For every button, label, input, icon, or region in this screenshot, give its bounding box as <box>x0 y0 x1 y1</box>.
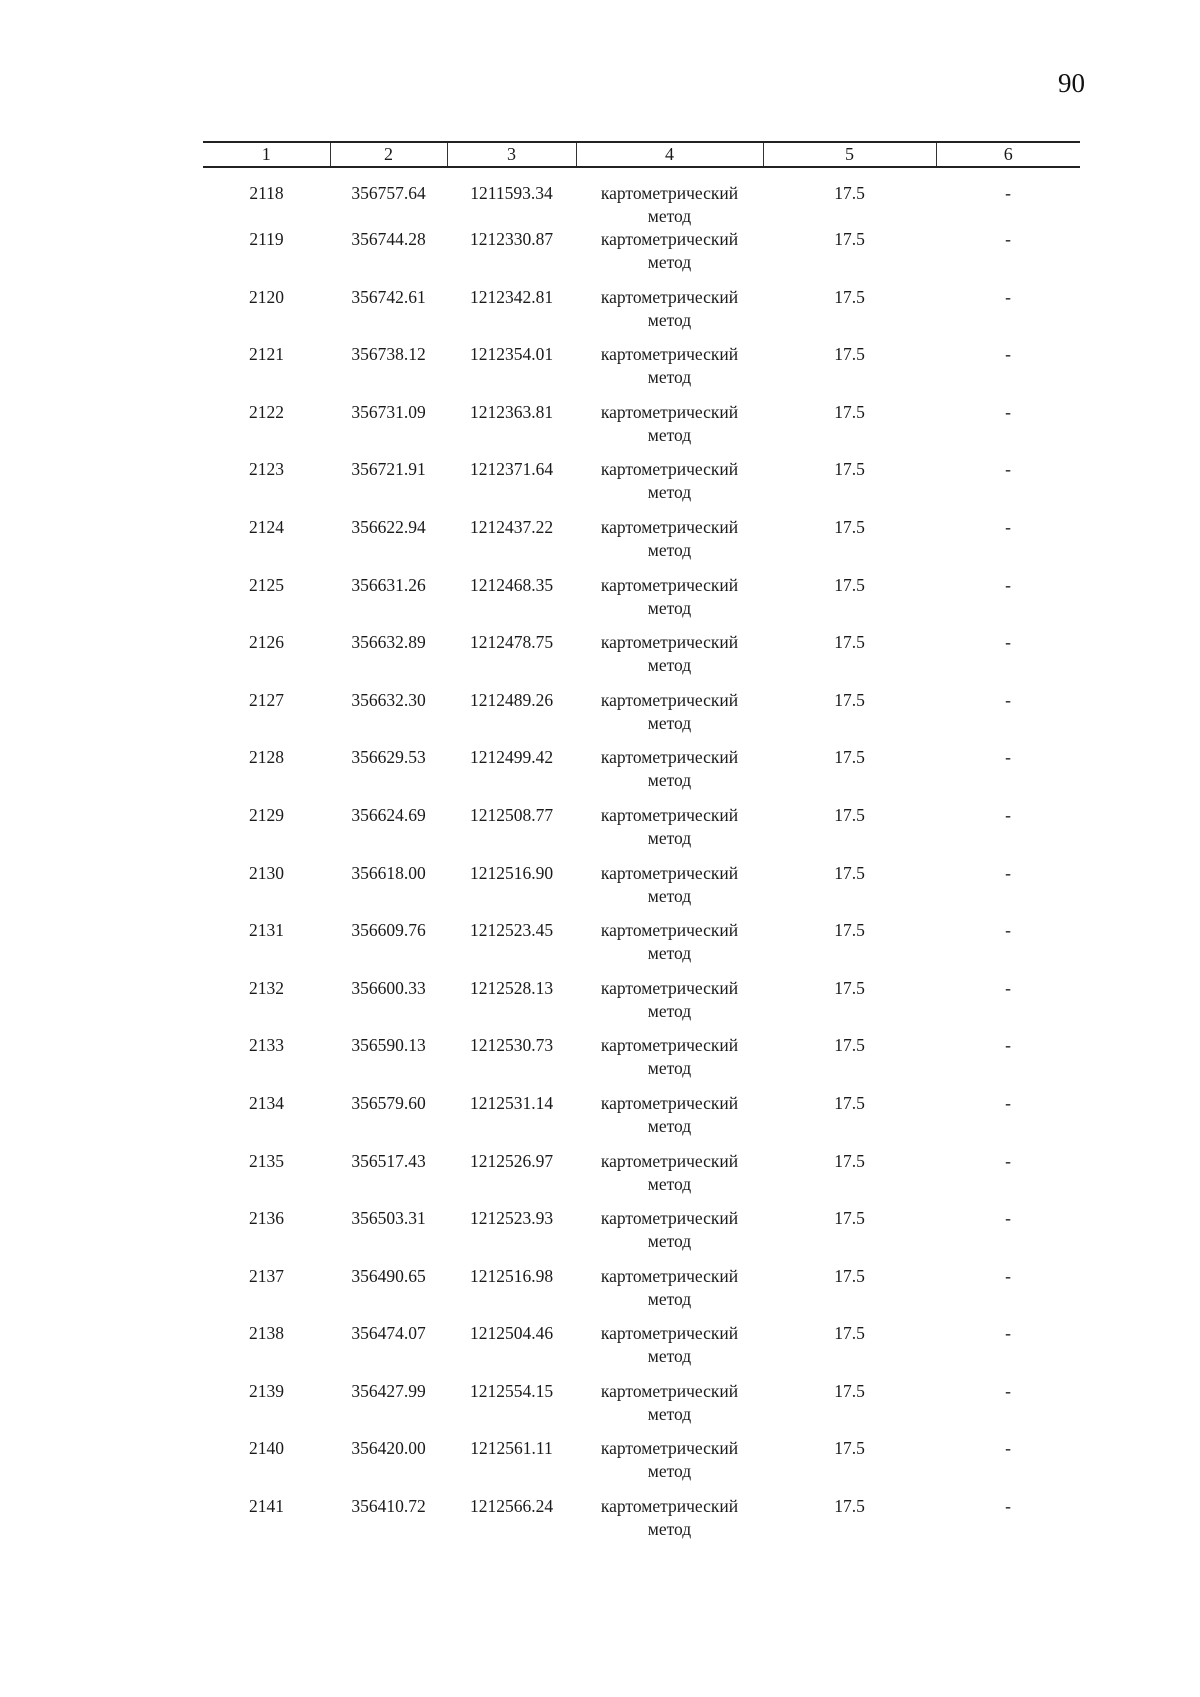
point-number-cell: 2132 <box>249 977 284 998</box>
point-number-cell: 2137 <box>249 1265 284 1286</box>
method-line-2: метод <box>647 482 692 503</box>
table-row <box>203 516 1080 574</box>
point-number-cell: 2130 <box>249 862 284 883</box>
point-number-cell: 2120 <box>249 286 284 307</box>
y-coordinate-cell: 1212508.77 <box>469 804 554 825</box>
method-cell <box>576 1265 763 1323</box>
method-cell <box>576 1207 763 1265</box>
note-cell: - <box>1005 747 1011 768</box>
coordinates-table-container <box>203 141 1080 1553</box>
point-number-cell: 2138 <box>249 1323 284 1344</box>
table-row <box>203 1322 1080 1380</box>
method-line-1: картометрический <box>600 1438 739 1459</box>
point-number-cell: 2126 <box>249 632 284 653</box>
note-cell: - <box>1005 1438 1011 1459</box>
table-row <box>203 1495 1080 1553</box>
method-line-1: картометрический <box>600 1380 739 1401</box>
method-cell <box>576 401 763 459</box>
point-number-cell: 2136 <box>249 1208 284 1229</box>
method-cell <box>576 689 763 747</box>
method-line-2: метод <box>647 309 692 330</box>
x-coordinate-cell: 356503.31 <box>351 1208 426 1229</box>
method-line-2: метод <box>647 655 692 676</box>
table-row <box>203 804 1080 862</box>
y-coordinate-cell: 1212468.35 <box>469 574 554 595</box>
x-coordinate-cell: 356490.65 <box>351 1265 426 1286</box>
x-coordinate-cell: 356738.12 <box>351 344 426 365</box>
accuracy-cell: 17.5 <box>834 229 865 249</box>
note-cell: - <box>1005 516 1011 537</box>
accuracy-cell: 17.5 <box>834 459 865 480</box>
method-line-2: метод <box>647 827 692 848</box>
x-coordinate-cell: 356410.72 <box>351 1496 426 1517</box>
note-cell: - <box>1005 1496 1011 1517</box>
x-coordinate-cell: 356517.43 <box>351 1150 426 1171</box>
method-line-1: картометрический <box>600 977 739 998</box>
y-coordinate-cell: 1212437.22 <box>469 516 554 537</box>
header-col-6: 6 <box>936 142 1080 167</box>
method-line-2: метод <box>647 1288 692 1309</box>
accuracy-cell: 17.5 <box>834 286 865 307</box>
point-number-cell: 2125 <box>249 574 284 595</box>
x-coordinate-cell: 356757.64 <box>351 183 426 203</box>
x-coordinate-cell: 356427.99 <box>351 1380 426 1401</box>
method-line-1: картометрический <box>600 1150 739 1171</box>
note-cell: - <box>1005 977 1011 998</box>
method-cell <box>576 919 763 977</box>
header-col-4: 4 <box>576 142 763 167</box>
method-line-1: картометрический <box>600 804 739 825</box>
table-row <box>203 862 1080 920</box>
method-line-1: картометрический <box>600 574 739 595</box>
point-number-cell: 2127 <box>249 689 284 710</box>
page-number: 90 <box>1058 68 1085 98</box>
method-line-1: картометрический <box>600 920 739 941</box>
point-number-cell: 2134 <box>249 1092 284 1113</box>
method-line-2: метод <box>647 206 692 226</box>
y-coordinate-cell: 1212554.15 <box>469 1380 554 1401</box>
method-line-1: картометрический <box>600 689 739 710</box>
method-line-1: картометрический <box>600 632 739 653</box>
table-row <box>203 286 1080 344</box>
method-line-1: картометрический <box>600 1496 739 1517</box>
y-coordinate-cell: 1212330.87 <box>469 229 554 249</box>
point-number-cell: 2135 <box>249 1150 284 1171</box>
table-row <box>203 1207 1080 1265</box>
point-number-cell: 2131 <box>249 920 284 941</box>
point-number-cell: 2121 <box>249 344 284 365</box>
note-cell: - <box>1005 344 1011 365</box>
y-coordinate-cell: 1212342.81 <box>469 286 554 307</box>
method-line-2: метод <box>647 1000 692 1021</box>
coordinates-table <box>203 141 1080 1553</box>
note-cell: - <box>1005 1208 1011 1229</box>
accuracy-cell: 17.5 <box>834 344 865 365</box>
method-line-1: картометрический <box>600 344 739 365</box>
table-body <box>203 167 1080 1553</box>
note-cell: - <box>1005 632 1011 653</box>
y-coordinate-cell: 1212530.73 <box>469 1035 554 1056</box>
method-cell <box>576 228 763 286</box>
method-cell <box>576 1150 763 1208</box>
method-line-2: метод <box>647 712 692 733</box>
table-row <box>203 689 1080 747</box>
accuracy-cell: 17.5 <box>834 804 865 825</box>
method-line-2: метод <box>647 539 692 560</box>
accuracy-cell: 17.5 <box>834 1208 865 1229</box>
method-line-2: метод <box>647 1231 692 1252</box>
x-coordinate-cell: 356609.76 <box>351 920 426 941</box>
note-cell: - <box>1005 1092 1011 1113</box>
method-line-2: метод <box>647 1173 692 1194</box>
x-coordinate-cell: 356420.00 <box>351 1438 426 1459</box>
x-coordinate-cell: 356721.91 <box>351 459 426 480</box>
accuracy-cell: 17.5 <box>834 632 865 653</box>
x-coordinate-cell: 356742.61 <box>351 286 426 307</box>
table-row <box>203 1150 1080 1208</box>
note-cell: - <box>1005 1323 1011 1344</box>
accuracy-cell: 17.5 <box>834 689 865 710</box>
header-col-2: 2 <box>330 142 447 167</box>
point-number-cell: 2118 <box>249 183 284 203</box>
x-coordinate-cell: 356622.94 <box>351 516 426 537</box>
y-coordinate-cell: 1212523.45 <box>469 920 554 941</box>
method-line-2: метод <box>647 367 692 388</box>
table-row <box>203 1437 1080 1495</box>
x-coordinate-cell: 356618.00 <box>351 862 426 883</box>
x-coordinate-cell: 356744.28 <box>351 229 426 249</box>
method-line-2: метод <box>647 1403 692 1424</box>
method-line-2: метод <box>647 1461 692 1482</box>
method-line-1: картометрический <box>600 747 739 768</box>
y-coordinate-cell: 1212516.98 <box>469 1265 554 1286</box>
note-cell: - <box>1005 574 1011 595</box>
accuracy-cell: 17.5 <box>834 1380 865 1401</box>
y-coordinate-cell: 1212526.97 <box>469 1150 554 1171</box>
method-line-1: картометрический <box>600 1265 739 1286</box>
note-cell: - <box>1005 920 1011 941</box>
method-cell <box>576 1322 763 1380</box>
note-cell: - <box>1005 862 1011 883</box>
note-cell: - <box>1005 229 1011 249</box>
x-coordinate-cell: 356600.33 <box>351 977 426 998</box>
accuracy-cell: 17.5 <box>834 574 865 595</box>
point-number-cell: 2119 <box>249 229 284 249</box>
x-coordinate-cell: 356631.26 <box>351 574 426 595</box>
note-cell: - <box>1005 1380 1011 1401</box>
accuracy-cell: 17.5 <box>834 920 865 941</box>
method-line-1: картометрический <box>600 1208 739 1229</box>
table-header <box>203 142 1080 167</box>
note-cell: - <box>1005 183 1011 203</box>
method-cell <box>576 862 763 920</box>
method-line-1: картометрический <box>600 862 739 883</box>
method-line-2: метод <box>647 1519 692 1540</box>
y-coordinate-cell: 1212478.75 <box>469 632 554 653</box>
accuracy-cell: 17.5 <box>834 1438 865 1459</box>
y-coordinate-cell: 1212523.93 <box>469 1208 554 1229</box>
note-cell: - <box>1005 459 1011 480</box>
note-cell: - <box>1005 1035 1011 1056</box>
point-number-cell: 2129 <box>249 804 284 825</box>
y-coordinate-cell: 1211593.34 <box>470 183 553 203</box>
accuracy-cell: 17.5 <box>834 516 865 537</box>
table-row <box>203 631 1080 689</box>
method-line-2: метод <box>647 885 692 906</box>
header-col-1: 1 <box>203 142 330 167</box>
x-coordinate-cell: 356632.30 <box>351 689 426 710</box>
method-line-2: метод <box>647 1115 692 1136</box>
point-number-cell: 2124 <box>249 516 284 537</box>
accuracy-cell: 17.5 <box>834 1496 865 1517</box>
accuracy-cell: 17.5 <box>834 1035 865 1056</box>
point-number-cell: 2128 <box>249 747 284 768</box>
table-row <box>203 1265 1080 1323</box>
method-cell <box>576 167 763 228</box>
method-cell <box>576 458 763 516</box>
method-cell <box>576 343 763 401</box>
note-cell: - <box>1005 1150 1011 1171</box>
x-coordinate-cell: 356590.13 <box>351 1035 426 1056</box>
method-line-1: картометрический <box>600 401 739 422</box>
method-cell <box>576 1495 763 1553</box>
y-coordinate-cell: 1212489.26 <box>469 689 554 710</box>
y-coordinate-cell: 1212561.11 <box>470 1438 553 1459</box>
table-row <box>203 919 1080 977</box>
table-row <box>203 343 1080 401</box>
accuracy-cell: 17.5 <box>834 401 865 422</box>
method-line-2: метод <box>647 597 692 618</box>
accuracy-cell: 17.5 <box>834 183 865 203</box>
method-line-1: картометрический <box>600 516 739 537</box>
method-cell <box>576 746 763 804</box>
accuracy-cell: 17.5 <box>834 862 865 883</box>
table-row <box>203 746 1080 804</box>
x-coordinate-cell: 356629.53 <box>351 747 426 768</box>
method-cell <box>576 516 763 574</box>
method-line-2: метод <box>647 252 692 272</box>
header-row <box>203 142 1080 167</box>
header-col-3: 3 <box>447 142 576 167</box>
method-cell <box>576 1380 763 1438</box>
method-line-2: метод <box>647 943 692 964</box>
method-cell <box>576 1034 763 1092</box>
point-number-cell: 2133 <box>249 1035 284 1056</box>
accuracy-cell: 17.5 <box>834 977 865 998</box>
method-line-1: картометрический <box>600 1035 739 1056</box>
accuracy-cell: 17.5 <box>834 1265 865 1286</box>
method-line-2: метод <box>647 770 692 791</box>
point-number-cell: 2139 <box>249 1380 284 1401</box>
point-number-cell: 2141 <box>249 1496 284 1517</box>
method-line-2: метод <box>647 1346 692 1367</box>
x-coordinate-cell: 356624.69 <box>351 804 426 825</box>
note-cell: - <box>1005 401 1011 422</box>
table-row <box>203 228 1080 286</box>
method-line-2: метод <box>647 1058 692 1079</box>
table-row <box>203 1034 1080 1092</box>
note-cell: - <box>1005 689 1011 710</box>
table-row <box>203 977 1080 1035</box>
method-cell <box>576 631 763 689</box>
method-cell <box>576 1092 763 1150</box>
point-number-cell: 2122 <box>249 401 284 422</box>
note-cell: - <box>1005 286 1011 307</box>
method-line-1: картометрический <box>600 459 739 480</box>
table-row <box>203 167 1080 228</box>
method-line-2: метод <box>647 424 692 445</box>
header-col-5: 5 <box>763 142 936 167</box>
y-coordinate-cell: 1212531.14 <box>469 1092 554 1113</box>
method-line-1: картометрический <box>600 183 739 203</box>
point-number-cell: 2123 <box>249 459 284 480</box>
x-coordinate-cell: 356579.60 <box>351 1092 426 1113</box>
table-row <box>203 1092 1080 1150</box>
table-row <box>203 1380 1080 1438</box>
method-cell <box>576 574 763 632</box>
method-cell <box>576 977 763 1035</box>
y-coordinate-cell: 1212504.46 <box>469 1323 554 1344</box>
note-cell: - <box>1005 1265 1011 1286</box>
accuracy-cell: 17.5 <box>834 1323 865 1344</box>
point-number-cell: 2140 <box>249 1438 284 1459</box>
accuracy-cell: 17.5 <box>834 1092 865 1113</box>
table-row <box>203 401 1080 459</box>
x-coordinate-cell: 356731.09 <box>351 401 426 422</box>
table-row <box>203 574 1080 632</box>
method-line-1: картометрический <box>600 286 739 307</box>
x-coordinate-cell: 356632.89 <box>351 632 426 653</box>
note-cell: - <box>1005 804 1011 825</box>
method-line-1: картометрический <box>600 229 739 249</box>
x-coordinate-cell: 356474.07 <box>351 1323 426 1344</box>
y-coordinate-cell: 1212516.90 <box>469 862 554 883</box>
y-coordinate-cell: 1212499.42 <box>469 747 554 768</box>
table-row <box>203 458 1080 516</box>
y-coordinate-cell: 1212566.24 <box>469 1496 554 1517</box>
y-coordinate-cell: 1212371.64 <box>469 459 554 480</box>
y-coordinate-cell: 1212528.13 <box>469 977 554 998</box>
method-cell <box>576 804 763 862</box>
method-line-1: картометрический <box>600 1092 739 1113</box>
method-cell <box>576 1437 763 1495</box>
method-line-1: картометрический <box>600 1323 739 1344</box>
y-coordinate-cell: 1212354.01 <box>469 344 554 365</box>
method-cell <box>576 286 763 344</box>
accuracy-cell: 17.5 <box>834 747 865 768</box>
y-coordinate-cell: 1212363.81 <box>469 401 554 422</box>
accuracy-cell: 17.5 <box>834 1150 865 1171</box>
